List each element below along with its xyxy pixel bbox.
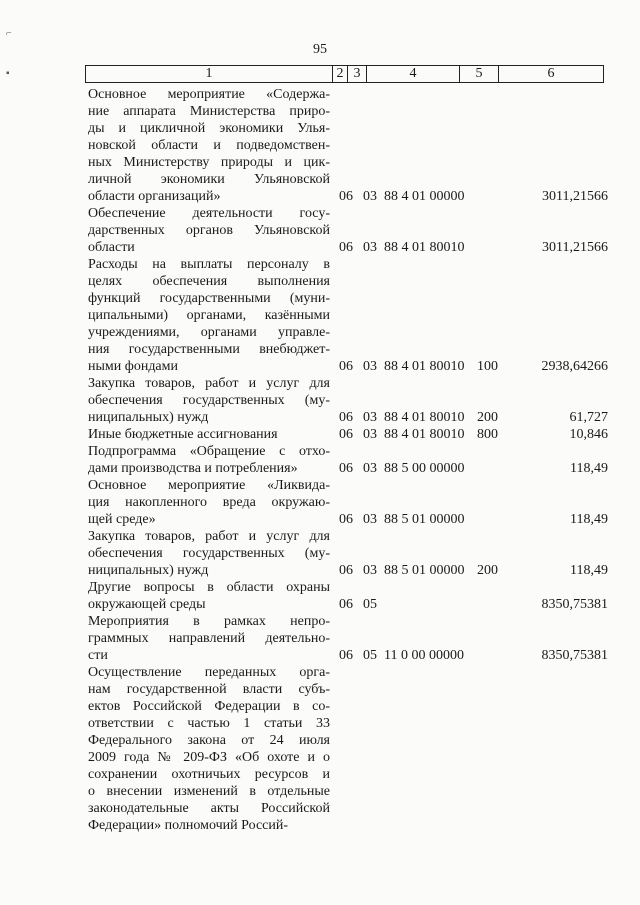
subsection-code: 03 — [363, 512, 377, 527]
description-line: Обеспечение деятельности госу- — [88, 206, 330, 221]
amount: 118,49 — [570, 512, 608, 527]
section-code: 06 — [339, 461, 353, 476]
amount: 61,727 — [569, 410, 608, 425]
amount: 118,49 — [570, 461, 608, 476]
description-line: новской области и подведомствен- — [88, 138, 330, 153]
description-line: обеспечения государственных (му- — [88, 393, 330, 408]
description-line: Другие вопросы в области охраны — [88, 580, 330, 595]
description-line: законодательные акты Российской — [88, 801, 330, 816]
section-code: 06 — [339, 597, 353, 612]
target-article-code: 88 5 00 00000 — [384, 461, 465, 476]
description-line: нам государственной власти субъ- — [88, 682, 330, 697]
description-line: дами производства и потребления» — [88, 461, 298, 476]
description-line: Основное мероприятие «Содержа- — [88, 87, 330, 102]
description-line: о внесении изменений в отдельные — [88, 784, 330, 799]
table-row — [88, 528, 608, 579]
header-col-1: 1 — [86, 66, 333, 83]
row-codes — [88, 647, 608, 664]
row-codes — [88, 817, 608, 834]
row-codes — [88, 426, 608, 443]
expense-type-code: 200 — [477, 410, 498, 425]
table-row — [88, 426, 608, 443]
amount: 3011,21566 — [542, 189, 608, 204]
expense-type-code: 100 — [477, 359, 498, 374]
header-col-4: 4 — [367, 66, 460, 83]
header-col-3: 3 — [348, 66, 367, 83]
section-code: 06 — [339, 512, 353, 527]
description-line: Подпрограмма «Обращение с отхо- — [88, 444, 330, 459]
description-line: Федерального закона от 24 июля — [88, 733, 330, 748]
scan-mark: ⌐ — [6, 28, 12, 39]
expense-type-code: 200 — [477, 563, 498, 578]
description-line: целях обеспечения выполнения — [88, 274, 330, 289]
amount: 3011,21566 — [542, 240, 608, 255]
target-article-code: 88 4 01 80010 — [384, 240, 465, 255]
table-row — [88, 477, 608, 528]
header-col-6: 6 — [499, 66, 604, 83]
description-line: ние аппарата Министерства приро- — [88, 104, 330, 119]
subsection-code: 05 — [363, 648, 377, 663]
section-code: 06 — [339, 563, 353, 578]
description-line: Расходы на выплаты персоналу в — [88, 257, 330, 272]
description-line: окружающей среды — [88, 597, 206, 612]
description-line: граммных направлений деятельно- — [88, 631, 330, 646]
subsection-code: 03 — [363, 427, 377, 442]
description-line: ниципальных) нужд — [88, 410, 209, 425]
target-article-code: 88 4 01 80010 — [384, 359, 465, 374]
table-row — [88, 613, 608, 664]
row-codes — [88, 358, 608, 375]
table-row — [88, 579, 608, 613]
description-line: Закупка товаров, работ и услуг для — [88, 376, 330, 391]
description-line: учреждениями, органами управле- — [88, 325, 330, 340]
description-line: Закупка товаров, работ и услуг для — [88, 529, 330, 544]
subsection-code: 03 — [363, 359, 377, 374]
row-codes — [88, 562, 608, 579]
expense-type-code: 800 — [477, 427, 498, 442]
description-line: ния государственными внебюджет- — [88, 342, 330, 357]
section-code: 06 — [339, 189, 353, 204]
section-code: 06 — [339, 359, 353, 374]
description-line: ных Министерству природы и цик- — [88, 155, 330, 170]
subsection-code: 03 — [363, 461, 377, 476]
section-code: 06 — [339, 410, 353, 425]
target-article-code: 88 5 01 00000 — [384, 563, 465, 578]
description-line: области — [88, 240, 135, 255]
table-row — [88, 443, 608, 477]
section-code: 06 — [339, 648, 353, 663]
target-article-code: 88 4 01 00000 — [384, 189, 465, 204]
amount: 8350,75381 — [541, 597, 608, 612]
row-codes — [88, 596, 608, 613]
column-header-table — [85, 65, 604, 83]
description-line: ными фондами — [88, 359, 179, 374]
section-code: 06 — [339, 240, 353, 255]
target-article-code: 11 0 00 00000 — [384, 648, 464, 663]
description-line: Основное мероприятие «Ликвида- — [88, 478, 330, 493]
subsection-code: 03 — [363, 563, 377, 578]
target-article-code: 88 4 01 80010 — [384, 410, 465, 425]
description-line: Иные бюджетные ассигнования — [88, 427, 278, 442]
description-line: области организаций» — [88, 189, 221, 204]
row-codes — [88, 460, 608, 477]
description-line: Осуществление переданных орга- — [88, 665, 330, 680]
description-line: щей среде» — [88, 512, 156, 527]
amount: 2938,64266 — [541, 359, 608, 374]
table-row — [88, 375, 608, 426]
description-line: ды и цикличной экономики Улья- — [88, 121, 330, 136]
header-col-5: 5 — [460, 66, 499, 83]
budget-table-body — [88, 86, 608, 834]
page-number: 95 — [313, 42, 327, 57]
subsection-code: 03 — [363, 410, 377, 425]
subsection-code: 05 — [363, 597, 377, 612]
table-row — [88, 256, 608, 375]
table-row — [88, 86, 608, 205]
description-line: 2009 года № 209-ФЗ «Об охоте и о — [88, 750, 330, 765]
table-row — [88, 205, 608, 256]
scan-mark: ▪ — [6, 68, 10, 79]
description-line: сохранении охотничьих ресурсов и — [88, 767, 330, 782]
target-article-code: 88 5 01 00000 — [384, 512, 465, 527]
row-codes — [88, 239, 608, 256]
description-line: функций государственными (муни- — [88, 291, 330, 306]
description-line: ектов Российской Федерации в со- — [88, 699, 330, 714]
subsection-code: 03 — [363, 189, 377, 204]
subsection-code: 03 — [363, 240, 377, 255]
header-col-2: 2 — [333, 66, 348, 83]
description-line: ция накопленного вреда окружаю- — [88, 495, 330, 510]
description-line: ципальными) органами, казёнными — [88, 308, 330, 323]
description-line: ниципальных) нужд — [88, 563, 209, 578]
description-line: Федерации» полномочий Россий- — [88, 818, 289, 833]
row-codes — [88, 188, 608, 205]
description-line: личной экономики Ульяновской — [88, 172, 330, 187]
description-line: дарственных органов Ульяновской — [88, 223, 330, 238]
amount: 10,846 — [569, 427, 608, 442]
amount: 118,49 — [570, 563, 608, 578]
description-line: ответствии с частью 1 статьи 33 — [88, 716, 330, 731]
target-article-code: 88 4 01 80010 — [384, 427, 465, 442]
row-description — [88, 664, 330, 834]
description-line: Мероприятия в рамках непро- — [88, 614, 330, 629]
row-codes — [88, 409, 608, 426]
description-line: сти — [88, 648, 108, 663]
section-code: 06 — [339, 427, 353, 442]
table-row — [88, 664, 608, 834]
row-codes — [88, 511, 608, 528]
amount: 8350,75381 — [541, 648, 608, 663]
description-line: обеспечения государственных (му- — [88, 546, 330, 561]
